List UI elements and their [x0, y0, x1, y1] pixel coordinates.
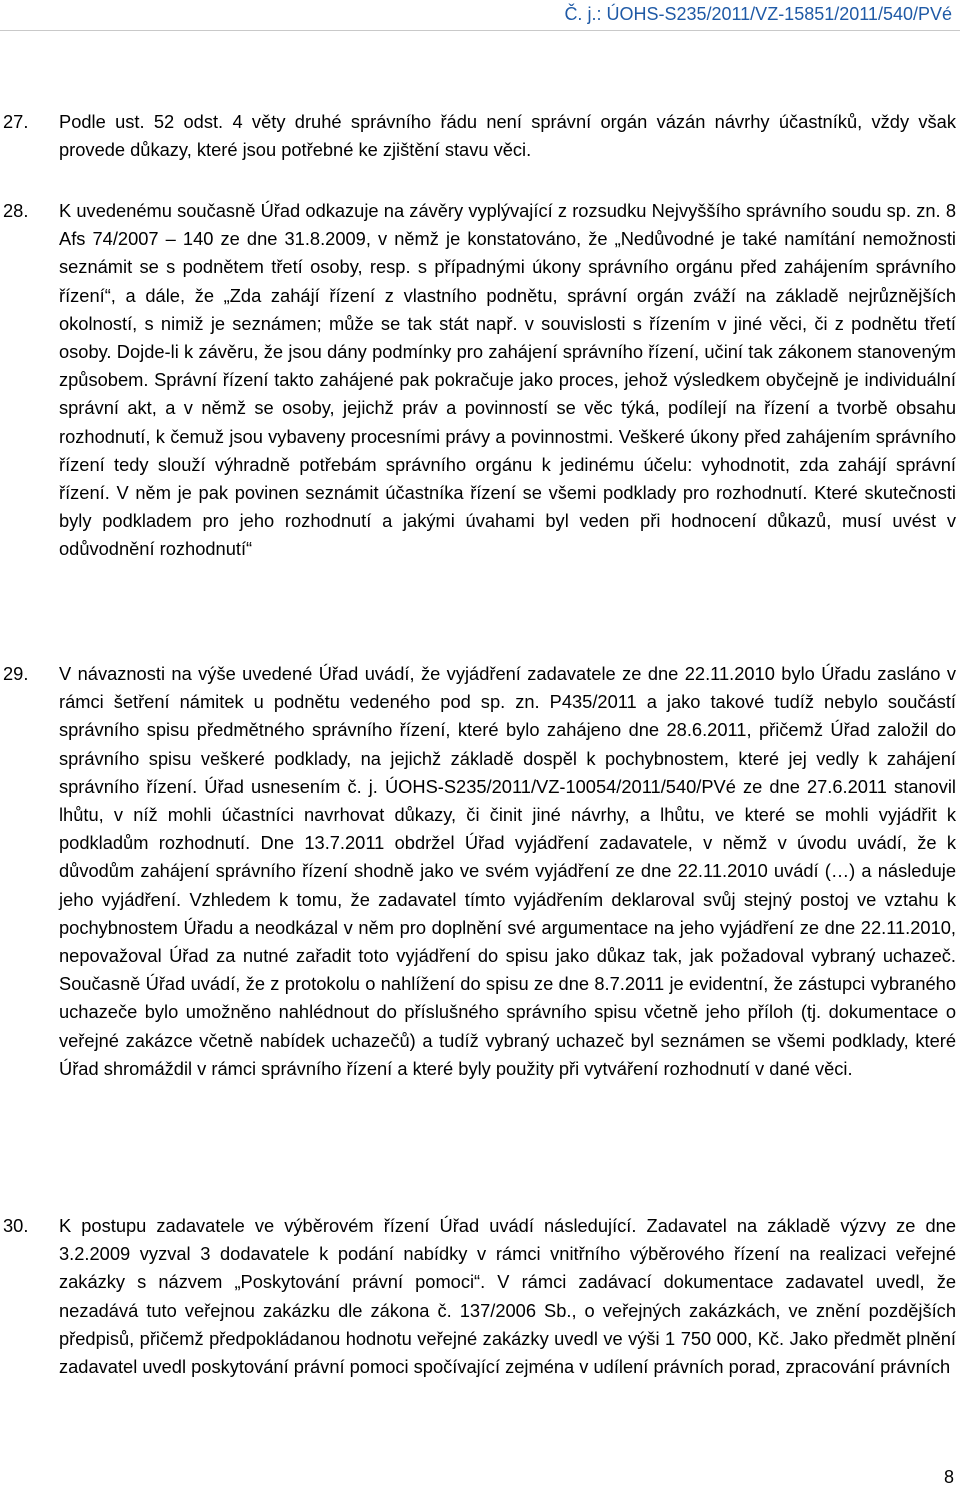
paragraph-number: 30.: [3, 1215, 29, 1236]
paragraph-number: 28.: [3, 200, 29, 221]
paragraph-text: K uvedenému současně Úřad odkazuje na závěry vyplývající z rozsudku Nejvyššího správního soudu sp. zn. 8 Afs 74/2007 – 140 ze dne 31.8.2009, v němž je konstatováno, že „Nedůvodné je také namítání nemožnosti seznámit se s podnětem třetí osoby, resp. s případnými úkony správního orgánu před zahájením správního řízení“, a dále, že „Zda zahájí řízení z vlastního podnětu, správní orgán zváží na základě nejrůznějších okolností, s nimiž je seznámen; může se tak stát např. v souvislosti s řízením v jiné věci, či z podnětu třetí osoby. Dojde-li k závěru, že jsou dány podmínky pro zahájení správního řízení, učiní tak zákonem stanoveným způsobem. Správní řízení takto zahájené pak pokračuje jako proces, jehož výsledkem obyčejně je individuální správní akt, a v němž se osoby, jejichž práv a povinností se věc týká, podílejí na řízení a tvorbě obsahu rozhodnutí, k čemuž jsou vybaveny procesními právy a povinnostmi. Veškeré úkony před zahájením správního řízení tedy slouží výhradně potřebám správního orgánu k jedinému účelu: vyhodnotit, zda zahájí správní řízení. V něm je pak povinen seznámit účastníka řízení se všemi podklady pro rozhodnutí. Které skutečnosti byly podkladem pro jeho rozhodnutí a jakými úvahami byl veden při hodnocení důkazů, musí uvést v odůvodnění rozhodnutí“: [59, 200, 956, 560]
paragraph-number: 27.: [3, 111, 29, 132]
paragraph-text: K postupu zadavatele ve výběrovém řízení Úřad uvádí následující. Zadavatel na základě výzvy ze dne 3.2.2009 vyzval 3 dodavatele k podání nabídky v rámci vnitřního výběrového řízení na realizaci veřejné zakázky s názvem „Poskytování právní pomoci“. V rámci zadávací dokumentace zadavatel uvedl, že nezadává tuto veřejnou zakázku dle zákona č. 137/2006 Sb., o veřejných zakázkách, ve znění pozdějších předpisů, přičemž předpokládanou hodnotu veřejné zakázky uvedl ve výši 1 750 000, Kč. Jako předmět plnění zadavatel uvedl poskytování právní pomoci spočívající zejména v udílení právních porad, zpracování právních: [59, 1215, 956, 1378]
paragraph-text: V návaznosti na výše uvedené Úřad uvádí, že vyjádření zadavatele ze dne 22.11.2010 bylo Úřadu zasláno v rámci šetření námitek u podnětu vedeného pod sp. zn. P435/2011 a jako takové tudíž nebylo součástí správního spisu předmětného správního řízení, které bylo zahájeno dne 28.6.2011, přičemž Úřad založil do správního spisu veškeré podklady, na jejichž základě dospěl k pochybnostem, které jej vedly k zahájení správního řízení. Úřad usnesením č. j. ÚOHS-S235/2011/VZ-10054/2011/540/PVé ze dne 27.6.2011 stanovil lhůtu, v níž mohli účastníci navrhovat důkazy, či činit jiné návrhy, a lhůtu, ve které se mohli vyjádřit k podkladům rozhodnutí. Dne 13.7.2011 obdržel Úřad vyjádření zadavatele, v němž v úvodu uvádí, že k důvodům zahájení správního řízení shodně jako ve svém vyjádření ze dne 22.11.2010 uvádí (…) a následuje jeho vyjádření. Vzhledem k tomu, že zadavatel tímto vyjádřením deklaroval svůj stejný postoj ve vztahu k pochybnostem Úřadu a neodkázal v něm pro doplnění své argumentace na jeho vyjádření ze dne 22.11.2010, nepovažoval Úřad za nutné zařadit toto vyjádření do spisu jako důkaz tak, jak požadoval vybraný uchazeč. Současně Úřad uvádí, že z protokolu o nahlížení do spisu ze dne 8.7.2011 je evidentní, že zástupci vybraného uchazeče bylo umožněno nahlédnout do příslušného správního spisu včetně jeho příloh (tj. dokumentace o veřejné zakázce včetně nabídek uchazečů) a tudíž vybraný uchazeč byl seznámen se všemi podklady, které Úřad shromáždil v rámci správního řízení a které byly použity při vytváření rozhodnutí v dané věci.: [59, 663, 956, 1079]
paragraph-text: Podle ust. 52 odst. 4 věty druhé správního řádu není správní orgán vázán návrhy účastníků, vždy však provede důkazy, které jsou potřebné ke zjištění stavu věci.: [59, 111, 956, 161]
page-number: 8: [943, 1467, 954, 1487]
document-reference: Č. j.: ÚOHS-S235/2011/VZ-15851/2011/540/PVé: [564, 4, 952, 24]
header-divider: [0, 30, 960, 31]
paragraph-number: 29.: [3, 663, 29, 684]
